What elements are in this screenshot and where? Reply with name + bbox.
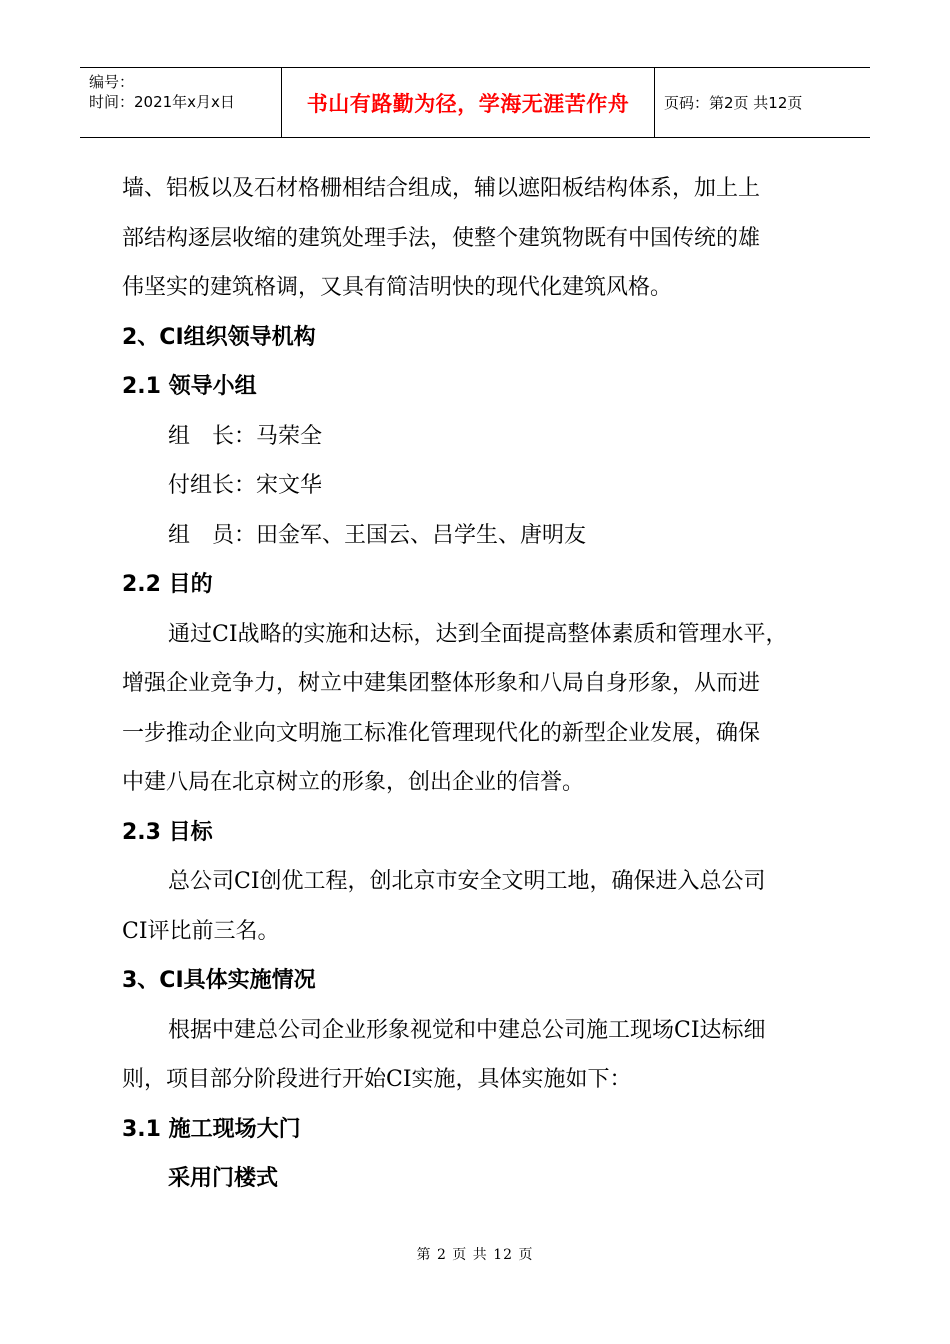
paragraph-line: CI评比前三名。 (122, 918, 280, 944)
document-time-label: 时间：2021年x月x日 (89, 93, 235, 111)
section-heading: 2、CI组织领导机构 (122, 324, 316, 350)
paragraph-line: 墙、铝板以及石材格栅相结合组成，辅以遮阳板结构体系，加上上 (122, 176, 761, 201)
document-number-label: 编号： (89, 73, 135, 91)
section-heading: 3、CI具体实施情况 (122, 968, 316, 993)
paragraph-line: 总公司CI创优工程，创北京市安全文明工地，确保进入总公司 (168, 869, 766, 894)
paragraph-line: 通过CI战略的实施和达标，达到全面提高整体素质和管理水平， (168, 621, 788, 647)
header-page-number: 页码：第2页 共12页 (664, 94, 803, 112)
document-body (122, 164, 834, 1204)
paragraph-line: 一步推动企业向文明施工标准化管理现代化的新型企业发展，确保 (122, 720, 761, 746)
members-line: 组 员：田金军、王国云、吕学生、唐明友 (168, 522, 587, 548)
page-header (80, 67, 870, 138)
subsection-heading: 2.1 领导小组 (122, 374, 257, 399)
subsection-heading: 3.1 施工现场大门 (122, 1116, 301, 1142)
paragraph-line: 则，项目部分阶段进行开始CI实施，具体实施如下： (122, 1067, 632, 1092)
header-left-cell (80, 68, 281, 137)
header-motto: 书山有路勤为径，学海无涯苦作舟 (281, 68, 655, 137)
subsection-heading: 2.2 目的 (122, 572, 213, 597)
subsection-heading: 2.3 目标 (122, 819, 213, 845)
deputy-leader-line: 付组长：宋文华 (168, 473, 323, 498)
sub-item-heading: 采用门楼式 (168, 1166, 279, 1191)
paragraph-line: 增强企业竞争力，树立中建集团整体形象和八局自身形象，从而进 (122, 671, 761, 696)
paragraph-line: 根据中建总公司企业形象视觉和中建总公司施工现场CI达标细 (168, 1017, 766, 1043)
page-footer: 第 2 页 共 12 页 (416, 1247, 534, 1263)
leader-line: 组 长：马荣全 (168, 423, 323, 449)
paragraph-line: 伟坚实的建筑格调，又具有简洁明快的现代化建筑风格。 (122, 275, 673, 300)
paragraph-line: 中建八局在北京树立的形象，创出企业的信誉。 (122, 770, 585, 795)
paragraph-line: 部结构逐层收缩的建筑处理手法，使整个建筑物既有中国传统的雄 (122, 225, 761, 251)
